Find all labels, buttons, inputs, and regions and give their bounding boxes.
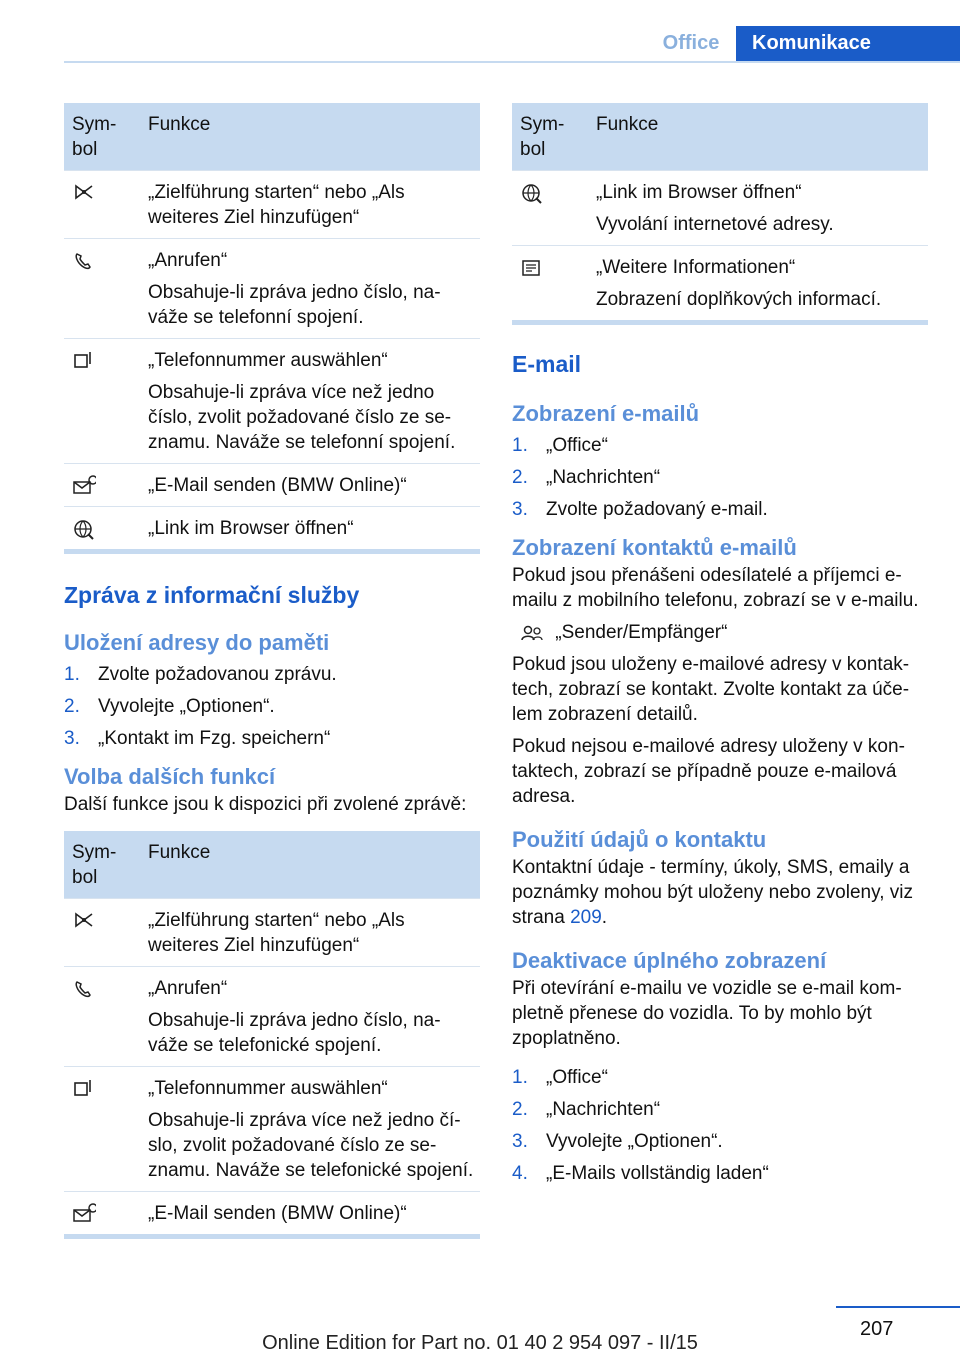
- symbol-cell: [512, 246, 588, 321]
- subsection-title-save-address: Uložení adresy do paměti: [64, 630, 330, 655]
- symbol-cell: [64, 899, 140, 967]
- subsection-title-email-contacts: Zobrazení kontaktů e-mailů: [512, 535, 797, 560]
- table-row: [64, 967, 480, 1067]
- table-row: [64, 899, 480, 967]
- table-row: [64, 464, 480, 507]
- step-number: 1.: [512, 435, 528, 456]
- list-item: [512, 1097, 928, 1122]
- step-number: 2.: [512, 467, 528, 488]
- step-number: 2.: [64, 696, 80, 717]
- deactivate-steps: [512, 1065, 928, 1186]
- table-head-function: Funkce: [588, 103, 928, 171]
- symbol-cell: [64, 464, 140, 507]
- table-head-symbol: Sym- bol: [64, 103, 140, 171]
- function-text: „Telefonnummer auswählen“: [148, 350, 388, 371]
- function-cell: [140, 899, 480, 967]
- browser-link-icon: [72, 518, 96, 540]
- table-row: [64, 1192, 480, 1235]
- table-row: [64, 1067, 480, 1192]
- function-text: „Weitere Informationen“: [596, 257, 796, 278]
- function-cell: [140, 339, 480, 464]
- list-item: [64, 662, 480, 687]
- function-text: Obsahuje-li zpráva jedno číslo, naváže se telefonické spojení.: [148, 1010, 441, 1056]
- function-cell: [140, 1192, 480, 1235]
- table-end-rule: [64, 1234, 480, 1239]
- function-cell: [140, 507, 480, 550]
- step-text: „Office“: [546, 435, 608, 456]
- step-text: „Kontakt im Fzg. speichern“: [98, 728, 331, 749]
- section-title-info-service: Zpráva z informační služby: [64, 582, 360, 608]
- function-table-1: [64, 103, 480, 549]
- table-row: [512, 246, 928, 321]
- subsection-title-show-emails: Zobrazení e-mailů: [512, 401, 700, 426]
- step-number: 1.: [64, 664, 80, 685]
- list-item: [64, 694, 480, 719]
- subsection-title-deactivate-full-view: Deaktivace úplného zobrazení: [512, 948, 827, 973]
- function-table-2: [64, 831, 480, 1234]
- symbol-cell: [64, 967, 140, 1067]
- symbol-cell: [64, 171, 140, 239]
- function-text: „Link im Browser öffnen“: [148, 518, 354, 539]
- symbol-cell: [64, 239, 140, 339]
- tab-office[interactable]: Office: [662, 32, 720, 54]
- header-rule: [64, 61, 960, 63]
- symbol-cell: [64, 339, 140, 464]
- table-head-symbol: Sym- bol: [512, 103, 588, 171]
- table-row: [64, 171, 480, 239]
- table-head-symbol: Sym- bol: [64, 831, 140, 899]
- subsection-title-more-functions: Volba dalších funkcí: [64, 764, 276, 789]
- function-cell: [140, 967, 480, 1067]
- phone-handset-icon: [72, 250, 96, 272]
- step-text: Vyvolejte „Optionen“.: [546, 1131, 723, 1152]
- list-item: [512, 1065, 928, 1090]
- email-send-icon: [72, 475, 96, 497]
- step-text: „Nachrichten“: [546, 1099, 661, 1120]
- symbol-cell: [512, 171, 588, 246]
- function-text: „Zielführung starten“ nebo „Als weiteres Ziel hinzufügen“: [148, 182, 405, 228]
- function-cell: [140, 464, 480, 507]
- function-cell: [140, 239, 480, 339]
- function-table-3: [512, 103, 928, 320]
- sender-recipient-line: [512, 620, 928, 645]
- step-text: „Office“: [546, 1067, 608, 1088]
- email-contacts-text-1: Pokud jsou přenášeni odesílatelé a příjemci e-mailu z mobilního telefonu, zobrazí se v e-mailu.: [512, 565, 919, 611]
- step-text: Vyvolejte „Optionen“.: [98, 696, 275, 717]
- step-text: Zvolte požadovanou zprávu.: [98, 664, 337, 685]
- section-title-email: E-mail: [512, 351, 582, 377]
- right-column: [512, 103, 928, 1193]
- function-text: Obsahuje-li zpráva více než jedno číslo, zvolit požadované číslo ze seznamu. Naváže se telefonní spojení.: [148, 382, 456, 453]
- phone-number-select-icon: [72, 350, 96, 372]
- step-number: 3.: [512, 1131, 528, 1152]
- phone-handset-icon: [72, 978, 96, 1000]
- left-column: [64, 103, 480, 1239]
- function-text: Obsahuje-li zpráva jedno číslo, naváže se telefonní spojení.: [148, 282, 441, 328]
- symbol-cell: [64, 507, 140, 550]
- more-info-icon: [520, 257, 544, 279]
- subsection-title-use-contact: Použití údajů o kontaktu: [512, 827, 767, 852]
- page-link-209[interactable]: 209: [570, 907, 602, 928]
- step-text: Zvolte požadovaný e-mail.: [546, 499, 768, 520]
- function-text: „E-Mail senden (BMW Online)“: [148, 475, 407, 496]
- list-item: [512, 497, 928, 522]
- footer-rule: [836, 1306, 960, 1308]
- function-cell: [140, 1067, 480, 1192]
- table-row: [64, 239, 480, 339]
- function-text: „Anrufen“: [148, 250, 228, 271]
- phone-number-select-icon: [72, 1078, 96, 1100]
- step-text: „E-Mails vollständig laden“: [546, 1163, 769, 1184]
- list-item: [512, 465, 928, 490]
- navigation-flag-icon: [72, 182, 96, 204]
- step-number: 1.: [512, 1067, 528, 1088]
- step-number: 3.: [512, 499, 528, 520]
- function-text: „E-Mail senden (BMW Online)“: [148, 1203, 407, 1224]
- step-number: 4.: [512, 1163, 528, 1184]
- browser-link-icon: [520, 182, 544, 204]
- function-cell: [588, 171, 928, 246]
- save-address-steps: [64, 662, 480, 751]
- step-text: „Nachrichten“: [546, 467, 661, 488]
- step-number: 2.: [512, 1099, 528, 1120]
- function-text: Obsahuje-li zpráva více než jedno číslo, zvolit požadované číslo ze seznamu. Naváže se telefonické spojení.: [148, 1110, 474, 1181]
- list-item: [64, 726, 480, 751]
- table-row: [64, 339, 480, 464]
- function-text: Vyvolání internetové adresy.: [596, 214, 834, 235]
- show-emails-steps: [512, 433, 928, 522]
- table-head-function: Funkce: [140, 103, 480, 171]
- page-number: 207: [860, 1318, 894, 1340]
- edition-footer: Online Edition for Part no. 01 40 2 954 097 - II/15: [262, 1332, 698, 1354]
- email-contacts-text-2: Pokud jsou uloženy e-mailové adresy v kontaktech, zobrazí se kontakt. Zvolte kontakt za účelem zobrazení detailů.: [512, 654, 910, 725]
- deactivate-text: Při otevírání e-mailu ve vozidle se e-mail kompletně přenese do vozidla. To by mohlo být zpoplatněno.: [512, 978, 902, 1049]
- function-cell: [140, 171, 480, 239]
- function-text: „Anrufen“: [148, 978, 228, 999]
- symbol-cell: [64, 1067, 140, 1192]
- email-send-icon: [72, 1203, 96, 1225]
- list-item: [512, 433, 928, 458]
- table-row: [64, 507, 480, 550]
- email-contacts-text-3: Pokud nejsou e-mailové adresy uloženy v kontaktech, zobrazí se případně pouze e-mailová adresa.: [512, 736, 905, 807]
- table-head-function: Funkce: [140, 831, 480, 899]
- table-row: [512, 171, 928, 246]
- function-text: Zobrazení doplňkových informací.: [596, 289, 882, 310]
- function-text: „Zielführung starten“ nebo „Als weiteres Ziel hinzufügen“: [148, 910, 405, 956]
- navigation-flag-icon: [72, 910, 96, 932]
- function-text: „Telefonnummer auswählen“: [148, 1078, 388, 1099]
- symbol-cell: [64, 1192, 140, 1235]
- step-number: 3.: [64, 728, 80, 749]
- contacts-icon: [520, 623, 544, 643]
- function-text: „Link im Browser öffnen“: [596, 182, 802, 203]
- list-item: [512, 1161, 928, 1186]
- tab-komunikace[interactable]: Komunikace: [736, 26, 960, 62]
- function-cell: [588, 246, 928, 321]
- sender-recipient-label: „Sender/Empfänger“: [555, 622, 728, 643]
- more-functions-text: Další funkce jsou k dispozici při zvolené zprávě:: [64, 794, 467, 815]
- use-contact-text: Kontaktní údaje - termíny, úkoly, SMS, emaily a poznámky mohou být uloženy nebo zvoleny, viz strana 209.: [512, 857, 913, 928]
- list-item: [512, 1129, 928, 1154]
